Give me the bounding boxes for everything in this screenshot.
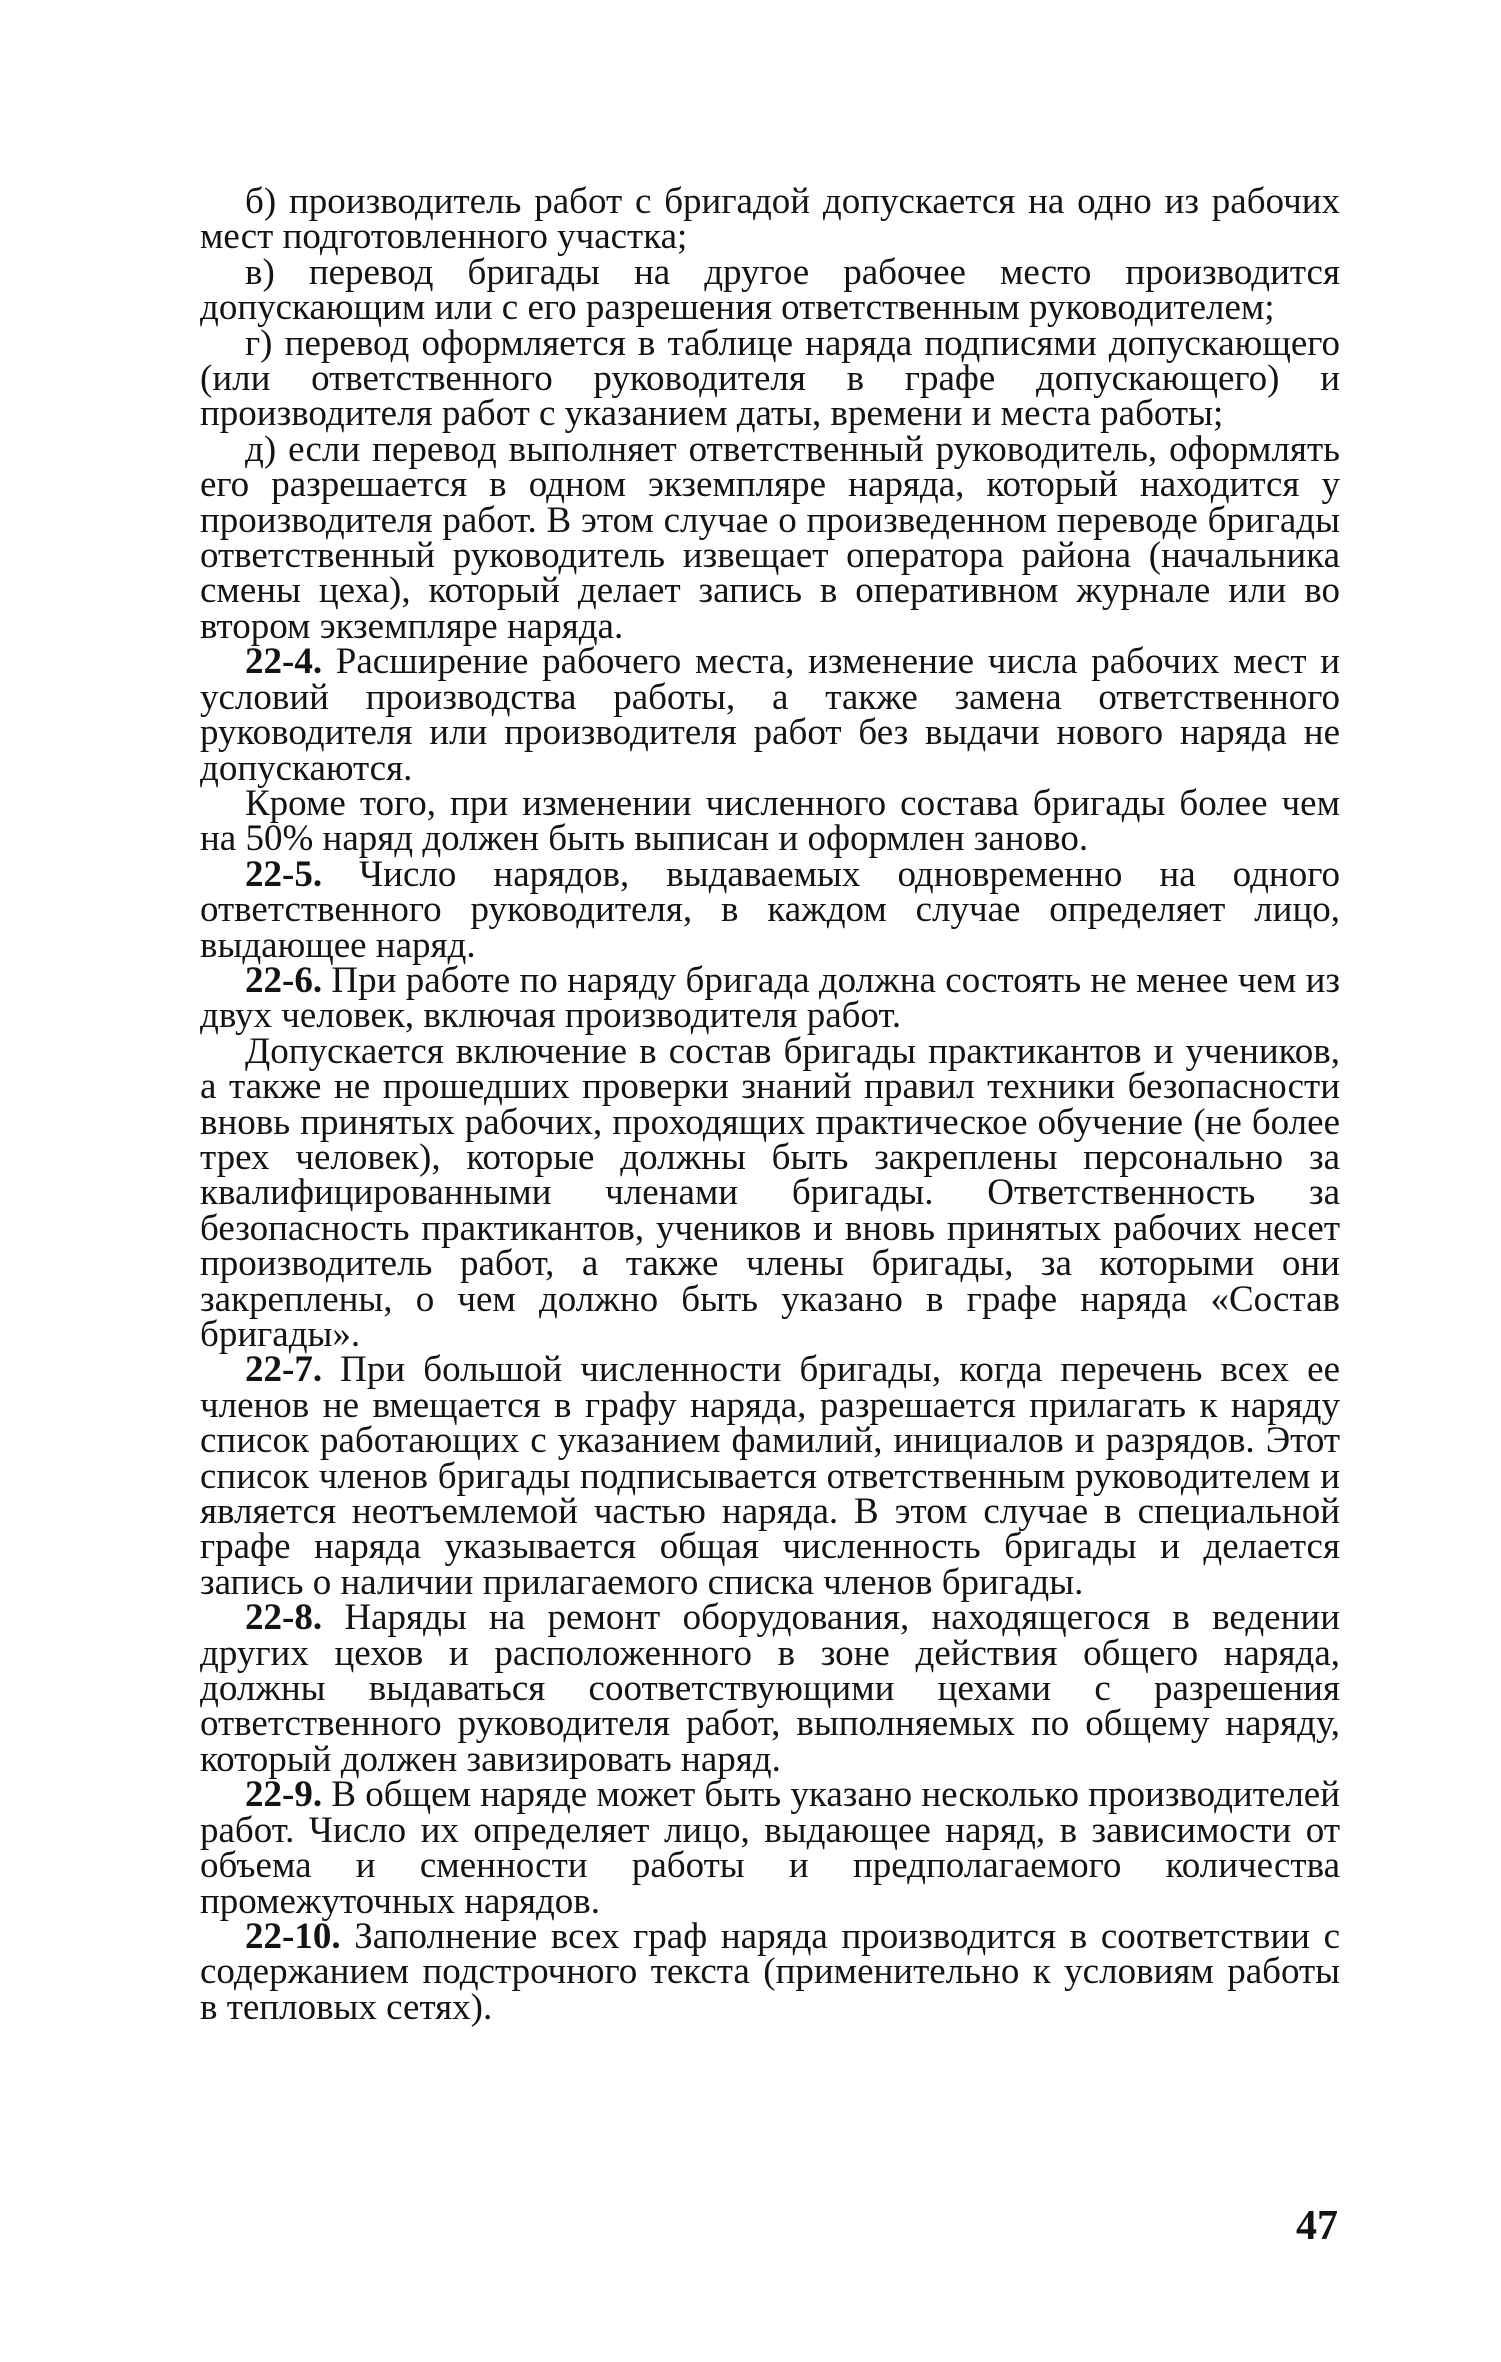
paragraph-text: б) производитель работ с бригадой допускается на одно из рабочих мест подготовленного участка; [200, 181, 1340, 258]
paragraph-text: Допускается включение в состав бригады практикантов и учеников, а также не прошедших проверки знаний правил техники безопасности вновь принятых рабочих, проходящих практическое обучение (не более трех человек), которые должны быть закреплены персонально за квалифицированными членами бригады. Ответственность за безопасность практикантов, учеников и вновь принятых рабочих несет производитель работ, а также члены бригады, за которыми они закреплены, о чем должно быть указано в графе наряда «Состав бригады». [200, 1030, 1340, 1355]
clause-22-7 [200, 1349, 1340, 1603]
clause-number: 22-7. [245, 1349, 323, 1391]
clause-22-4 [200, 641, 1340, 789]
clause-number: 22-6. [245, 959, 323, 1001]
paragraph-text: д) если перевод выполняет ответственный руководитель, оформлять его разрешается в одном экземпляре наряда, который находится у производителя работ. В этом случае о произведенном переводе бригады ответственный руководитель извещает оператора района (начальника смены цеха), который делает запись в оперативном журнале или во втором экземпляре наряда. [200, 428, 1340, 647]
clause-22-5 [200, 853, 1340, 966]
paragraph-text: Кроме того, при изменении численного состава бригады более чем на 50% наряд должен быть выписан и оформлен заново. [200, 782, 1340, 860]
clause-22-10 [200, 1915, 1341, 2028]
paragraph-g [200, 322, 1340, 435]
clause-22-6 [200, 959, 1341, 1037]
paragraph-text: При большой численности бригады, когда перечень всех ее членов не вмещается в графу наряда, разрешается прилагать к наряду список работающих с указанием фамилий, инициалов и разрядов. Этот список членов бригады подписывается ответственным руководителем и является неотъемлемой частью наряда. В этом случае в специальной графе наряда указывается общая численность бригады и делается запись о наличии прилагаемого списка членов бригады. [200, 1349, 1340, 1603]
paragraph-text: В общем наряде может быть указано несколько производителей работ. Число их определяет лицо, выдающее наряд, в зависимости от объема и сменности работы и предполагаемого количества промежуточных нарядов. [200, 1774, 1341, 1922]
paragraph-text: Заполнение всех граф наряда производится в соответствии с содержанием подстрочного текста (применительно к условиям работы в тепловых сетях). [200, 1915, 1341, 2028]
paragraph-text: Расширение рабочего места, изменение числа рабочих мест и условий производства работы, а также замена ответственного руководителя или производителя работ без выдачи нового наряда не допускаются. [200, 641, 1340, 789]
paragraph-v [200, 251, 1340, 329]
paragraph-b [200, 181, 1340, 258]
paragraph-text: Наряды на ремонт оборудования, находящегося в ведении других цехов и расположенного в зоне действия общего наряда, должны выдаваться соответствующими цехами с разрешения ответственного руководителя работ, выполняемых по общему наряду, который должен завизировать наряд. [200, 1597, 1341, 1780]
clause-number: 22-4. [245, 641, 323, 683]
paragraph-text: г) перевод оформляется в таблице наряда подписями допускающего (или ответственного руководителя в графе допускающего) и производителя работ с указанием даты, времени и места работы; [200, 322, 1340, 435]
page-number: 47 [1296, 2203, 1338, 2249]
paragraph-note [200, 782, 1340, 860]
clause-number: 22-5. [245, 853, 323, 895]
page-body [200, 181, 1341, 2028]
paragraph-trainees [200, 1030, 1340, 1355]
clause-number: 22-8. [245, 1597, 323, 1639]
clause-number: 22-9. [245, 1774, 323, 1816]
clause-number: 22-10. [245, 1915, 341, 1957]
clause-22-8 [200, 1597, 1341, 1780]
paragraph-text: в) перевод бригады на другое рабочее место производится допускающим или с его разрешения ответственным руководителем; [200, 251, 1340, 329]
paragraph-text: Число нарядов, выдаваемых одновременно на одного ответственного руководителя, в каждом случае определяет лицо, выдающее наряд. [200, 853, 1340, 966]
clause-22-9 [200, 1774, 1341, 1922]
paragraph-text: При работе по наряду бригада должна состоять не менее чем из двух человек, включая производителя работ. [200, 959, 1341, 1037]
paragraph-d [200, 428, 1340, 647]
